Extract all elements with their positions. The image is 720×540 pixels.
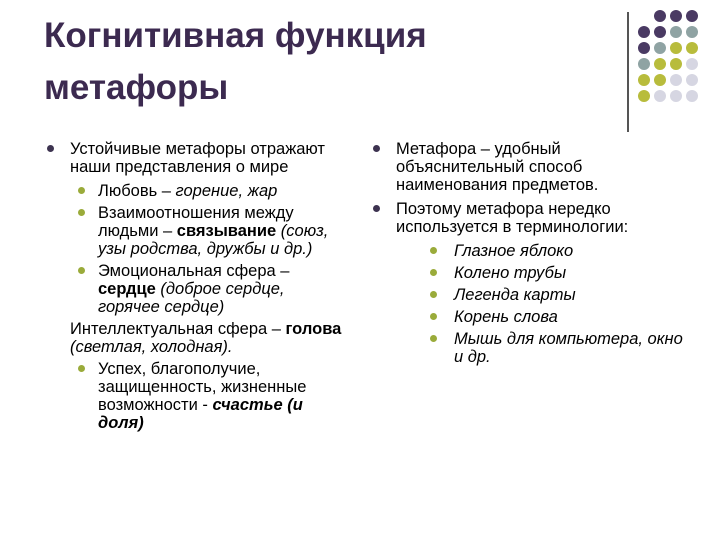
bullet-dot-icon <box>430 269 437 276</box>
decorative-dot <box>670 90 682 102</box>
example-item: Мышь для компьютера, окно и др. <box>372 330 692 366</box>
bullet-dot-icon <box>430 335 437 342</box>
decorative-dot <box>686 58 698 70</box>
bullet-dot-icon <box>78 267 85 274</box>
decorative-dot <box>654 74 666 86</box>
bullet-metaphor-convenient: Метафора – удобный объяснительный способ наименования предметов. <box>372 140 692 194</box>
decorative-dot <box>670 58 682 70</box>
bullet-dot-icon <box>430 313 437 320</box>
bullet-love: Любовь – горение, жар <box>46 182 346 200</box>
bullet-dot-icon <box>430 291 437 298</box>
bullet-dot-icon <box>47 145 54 152</box>
decorative-dot <box>638 58 650 70</box>
examples-list <box>372 242 692 366</box>
decorative-dot <box>654 10 666 22</box>
example-item: Глазное яблоко <box>372 242 692 260</box>
bullet-dot-icon <box>78 365 85 372</box>
decorative-dot <box>670 10 682 22</box>
decorative-dot <box>654 58 666 70</box>
decorative-dot <box>686 26 698 38</box>
slide-title: Когнитивная функция метафоры <box>44 16 427 107</box>
decorative-dot <box>686 74 698 86</box>
decorative-dot <box>654 42 666 54</box>
bullet-dot-icon <box>373 145 380 152</box>
decorative-dot <box>670 74 682 86</box>
example-item: Корень слова <box>372 308 692 326</box>
example-item: Колено трубы <box>372 264 692 282</box>
right-column <box>372 140 692 370</box>
decorative-dot <box>654 90 666 102</box>
decorative-dot <box>686 90 698 102</box>
decorative-dot <box>638 74 650 86</box>
example-item: Легенда карты <box>372 286 692 304</box>
bullet-dot-icon <box>430 247 437 254</box>
decorative-dot <box>638 26 650 38</box>
bullet-dot-icon <box>78 209 85 216</box>
decorative-dot <box>670 26 682 38</box>
bullet-relationships: Взаимоотношения между людьми – связывание (союз, узы родства, дружбы и др.) <box>46 204 346 258</box>
bullet-emotional-sphere: Эмоциональная сфера – сердце (доброе сердце, горячее сердце) <box>46 262 346 316</box>
decorative-divider-line <box>627 12 629 132</box>
decorative-dot <box>638 90 650 102</box>
bullet-success: Успех, благополучие, защищенность, жизненные возможности - счастье (и доля) <box>46 360 346 432</box>
decorative-dot <box>654 26 666 38</box>
decorative-dot <box>670 42 682 54</box>
left-column <box>46 140 346 436</box>
bullet-dot-icon <box>373 205 380 212</box>
bullet-dot-icon <box>78 187 85 194</box>
text-intellectual-sphere: Интеллектуальная сфера – голова (светлая, холодная). <box>70 320 342 356</box>
decorative-dot <box>638 42 650 54</box>
decorative-dot <box>686 10 698 22</box>
bullet-stable-metaphors: Устойчивые метафоры отражают наши представления о мире <box>46 140 346 176</box>
decorative-dot <box>686 42 698 54</box>
bullet-terminology: Поэтому метафора нередко используется в терминологии: <box>372 200 692 236</box>
